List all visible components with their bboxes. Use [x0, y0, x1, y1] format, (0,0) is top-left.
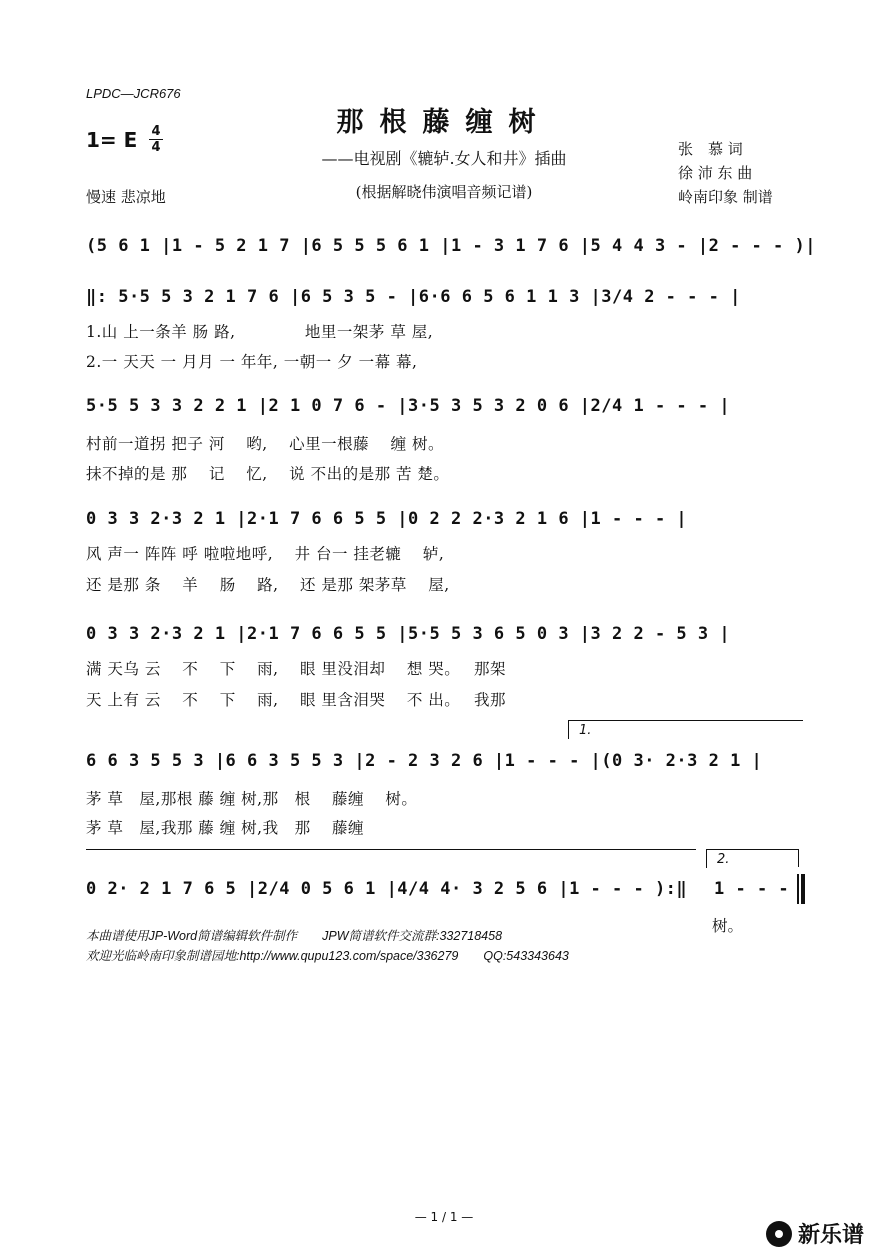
- notation-system-3: 5·5 5 3 3 2 2 1 |2 1 0 7 6 - |3·5 3 5 3 2 0 6 |2/4 1 - - - |: [86, 396, 731, 416]
- lyrics-verse1-system-4: 风 声一 阵阵 呼 啦啦地呼, 井 台一 挂老辘 轳,: [86, 545, 445, 563]
- notation-system-4: 0 3 3 2·3 2 1 |2·1 7 6 6 5 5 |0 2 2 2·3 2 1 6 |1 - - - |: [86, 509, 688, 529]
- lyrics-verse2-system-3: 抹不掉的是 那 记 忆, 说 不出的是那 苦 楚。: [86, 465, 450, 483]
- first-ending-label: 1.: [579, 723, 592, 738]
- lyrics-verse2-system-6: 茅 草 屋,我那 藤 缠 树,我 那 藤缠: [86, 819, 364, 837]
- notation-system-7: 0 2· 2 1 7 6 5 |2/4 0 5 6 1 |4/4 4· 3 2 5 6 |1 - - - ):‖: [86, 879, 688, 899]
- notation-system-6: 6 6 3 5 5 3 |6 6 3 5 5 3 |2 - 2 3 2 6 |1 - - - |(0 3· 2·3 2 1 |: [86, 751, 763, 771]
- time-signature-bottom: 4: [151, 140, 161, 155]
- lyrics-verse2-system-4: 还 是那 条 羊 肠 路, 还 是那 架茅草 屋,: [86, 576, 450, 594]
- lyrics-verse2-system-5: 天 上有 云 不 下 雨, 眼 里含泪哭 不 出。 我那: [86, 691, 506, 709]
- score-code: LPDC—JCR676: [86, 86, 181, 101]
- brand-logo: [766, 1218, 864, 1249]
- second-ending-lyric: 树。: [712, 917, 744, 935]
- tempo-marking: 慢速 悲凉地: [86, 188, 166, 206]
- final-barline-thin: [797, 874, 799, 904]
- record-disc-icon: [766, 1221, 792, 1247]
- composer-credit: 徐 沛 东 曲: [678, 164, 753, 182]
- transcription-note: (根据解晓伟演唱音频记谱): [355, 183, 533, 201]
- brand-name: 新乐谱: [798, 1223, 865, 1248]
- song-title: 那根藤缠树: [336, 107, 552, 138]
- lyricist-credit: 张 慕 词: [678, 140, 743, 158]
- notation-system-5: 0 3 3 2·3 2 1 |2·1 7 6 6 5 5 |5·5 5 3 6 5 0 3 |3 2 2 - 5 3 |: [86, 624, 731, 644]
- notation-system-2: ‖: 5·5 5 3 2 1 7 6 |6 5 3 5 - |6·6 6 5 6 1 1 3 |3/4 2 - - - |: [86, 287, 741, 307]
- notation-system-1: (5 6 1 |1 - 5 2 1 7 |6 5 5 5 6 1 |1 - 3 1 7 6 |5 4 4 3 - |2 - - - )|: [86, 236, 816, 256]
- second-ending-notes: 1 - - -: [714, 879, 790, 899]
- lyrics-verse1-system-5: 满 天乌 云 不 下 雨, 眼 里没泪却 想 哭。 那架: [86, 660, 506, 678]
- lyrics-verse1-system-2: 1.山 上一条羊 肠 路, 地里一架茅 草 屋,: [86, 323, 434, 341]
- final-barline-thick: [801, 874, 805, 904]
- first-ending-bracket: [568, 720, 803, 739]
- arranger-credit: 岭南印象 制谱: [678, 188, 773, 206]
- lyrics-verse1-system-3: 村前一道拐 把子 河 哟, 心里一根藤 缠 树。: [86, 435, 444, 453]
- song-subtitle: ——电视剧《辘轳.女人和井》插曲: [321, 149, 567, 168]
- second-ending-bracket: [706, 849, 799, 868]
- time-signature-top: 4: [151, 124, 161, 139]
- key-signature: 1= E: [86, 128, 138, 152]
- lyrics-verse1-system-6: 茅 草 屋,那根 藤 缠 树,那 根 藤缠 树。: [86, 790, 418, 808]
- first-ending-continuation-line: [86, 849, 696, 850]
- software-credit-line: 本曲谱使用JP-Word简谱编辑软件制作 JPW简谱软件交流群:332718458: [86, 929, 503, 943]
- website-credit-line: 欢迎光临岭南印象制谱园地:http://www.qupu123.com/space/336279 QQ:543343643: [86, 949, 569, 963]
- time-signature: [148, 124, 164, 155]
- second-ending-bracket-end: [798, 849, 799, 867]
- second-ending-label: 2.: [717, 852, 730, 867]
- lyrics-verse2-system-2: 2.一 天天 一 月月 一 年年, 一朝一 夕 一幕 幕,: [86, 353, 418, 371]
- page-number: — 1 / 1 —: [414, 1210, 474, 1224]
